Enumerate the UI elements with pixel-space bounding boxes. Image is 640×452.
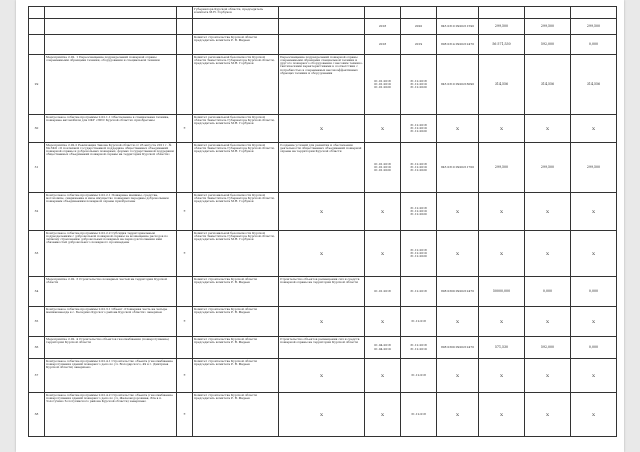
start-date: 2018 [365,35,401,55]
end-date: 2019 [401,35,437,55]
amount-2019: 592,000 [525,35,571,55]
row-number: 37 [29,359,45,393]
amount-2020: 0,000 [571,337,617,359]
budget-code: X [437,307,479,337]
measure-name: Мероприятие 2.02.2 Реализация Закона Курской области от 23 августа 2011 г. № 64-ЗКО «О поэтапной государственной поддержке общественных объединений пожарной охраны и добровольных пожарных, формах государственной поддержки общественных объединений пожарной охраны на территории Курской области» [45,143,177,193]
table-row [29,231,617,277]
row-number: 30 [29,115,45,143]
start-date: X [365,193,401,231]
table-row [29,193,617,231]
budget-code: X [437,231,479,277]
measure-name: Контрольное событие программы 2.02.2.1 Пожарные машины, средства, мотопомпы, снаряжение и иное имущество пожарных переданы добровольным пожарным объединениям пожарной охраны приобретены [45,193,177,231]
amount-2019: X [525,231,571,277]
amount-2020: 314,556 [571,55,617,115]
expected-result: Переоснащение подразделений пожарной охраны современными образцами специальной техники и другого пожарного оборудования с высоким технико-тактическими характеристиками в соответствии с потребностью в современных высокоэффективных образцах техники и оборудования [279,55,365,115]
amount-2019: 299,500 [525,19,571,35]
expected-result: X [279,231,365,277]
amount-2019: 314,556 [525,55,571,115]
end-date: 31.12.018 [401,359,437,393]
table-body [29,7,617,437]
amount-2019: 0,000 [525,277,571,307]
plan-table [28,6,617,437]
row-number: 29 [29,55,45,115]
expected-result: X [279,115,365,143]
measure-name: Мероприятие 2.02. 3 Строительство пожарных частей на территории Курской области [45,277,177,307]
amount-2018: 50000,000 [479,277,525,307]
table-row [29,277,617,307]
amount-2019: X [525,307,571,337]
amount-2020: 0,000 [571,35,617,55]
end-date: 31.12.2018 31.12.2019 31.12.2020 [401,143,437,193]
executor-mark [177,277,193,307]
measure-name: Контрольное событие программы 2.02.1.1 Обеспечение в специальная техника, пожарные автомобили для ОКУ «ППС Курской области» приобретены [45,115,177,143]
executor-mark: * [177,393,193,437]
measure-name: Мероприятие 2.02. 1 Переоснащение подразделений пожарной охраны современными образцами техники, оборудования и специальной техники [45,55,177,115]
row-number: 38 [29,393,45,437]
responsible-executor: Губернатора Курской области, председатель комитета М.Н. Горбунов [193,7,279,19]
budget-code [437,7,479,19]
amount-2018 [479,7,525,19]
table-row [29,35,617,55]
expected-result: Создание условий для развития и обеспечения деятельности общественных объединений пожарной охраны на территории Курской области [279,143,365,193]
executor-mark [177,143,193,193]
table-row [29,337,617,359]
budget-code: 845 0310 0920211590 [437,19,479,35]
end-date: 31.12.018 [401,307,437,337]
amount-2020: X [571,307,617,337]
amount-2018: X [479,307,525,337]
table-row [29,19,617,35]
measure-name [45,7,177,19]
row-number: 34 [29,277,45,307]
amount-2019 [525,7,571,19]
expected-result: X [279,307,365,337]
amount-2020: X [571,231,617,277]
end-date: 31.12.018 [401,393,437,437]
start-date: X [365,393,401,437]
responsible-executor: Комитет строительства Курской области председатель комитета Р. В. Фадеев [193,337,279,359]
expected-result [279,19,365,35]
responsible-executor: Комитет строительства Курской области председатель комитета Р. В. Фадеев [193,393,279,437]
amount-2020: X [571,193,617,231]
measure-name [45,19,177,35]
responsible-executor: Комитет строительства Курской области председатель комитета Р. В. Фадеев [193,35,279,55]
amount-2019: X [525,115,571,143]
row-number: 35 [29,307,45,337]
amount-2018: X [479,393,525,437]
row-number: 36 [29,337,45,359]
budget-code: X [437,393,479,437]
expected-result [279,35,365,55]
budget-code: 808 0309 0920212470 [437,337,479,359]
end-date: 31.12.2018 31.12.2019 31.12.2020 [401,231,437,277]
amount-2019: X [525,193,571,231]
expected-result: Строительство объектов размещения сил и средств пожарной охраны на территории Курской области [279,337,365,359]
measure-name: Контрольное событие программы 2.02.4.2 Строительство объекта (газоснабжение пожаротушения зданий пожарного депо по ул. Железнодорожная, 82а в п. Золотухино Золотухинского района Курской области) завершено [45,393,177,437]
responsible-executor: Комитет строительства Курской области председатель комитета Р. В. Фадеев [193,277,279,307]
amount-2020: X [571,359,617,393]
measure-name: Мероприятие 2.02. 4 Строительство объектов газоснабжения (пожаротушение) территории Курской области [45,337,177,359]
expected-result: X [279,193,365,231]
amount-2019: X [525,359,571,393]
amount-2018: 299,500 [479,19,525,35]
table-row [29,7,617,19]
amount-2020 [571,7,617,19]
amount-2020: X [571,393,617,437]
measure-name [45,35,177,55]
start-date: X [365,359,401,393]
responsible-executor: Комитет региональной безопасности Курской области Заместитель Губернатора Курской области, председатель комитета М.Н. Горбунов [193,55,279,115]
executor-mark: * [177,115,193,143]
amount-2018: 571,530 [479,337,525,359]
end-date: 2020 [401,19,437,35]
expected-result: X [279,393,365,437]
end-date: 31.12.2018 [401,277,437,307]
amount-2019: X [525,393,571,437]
executor-mark [177,337,193,359]
start-date: 01.01.2018 [365,277,401,307]
start-date: X [365,307,401,337]
table-row [29,55,617,115]
row-number [29,7,45,19]
budget-code: X [437,359,479,393]
expected-result: Строительство объектов размещения сил и средств пожарной охраны на территории Курской области [279,277,365,307]
amount-2018: 56 571,530 [479,35,525,55]
end-date: 31.12.2018 31.12.2019 31.12.2020 [401,193,437,231]
budget-code: 845 0310 0920216090 [437,55,479,115]
end-date: 31.12.2018 31.12.2019 31.12.2020 [401,55,437,115]
amount-2018: 299,500 [479,143,525,193]
document-page [16,0,624,452]
row-number: 32 [29,193,45,231]
budget-code: 808 0314 0920212470 [437,35,479,55]
table-row [29,393,617,437]
expected-result [279,7,365,19]
start-date: 01.01.2018 01.01.2019 01.01.2020 [365,55,401,115]
budget-code: 845 0310 0920211700 [437,143,479,193]
executor-mark [177,7,193,19]
amount-2018: X [479,193,525,231]
table-row [29,359,617,393]
executor-mark [177,55,193,115]
executor-mark: * [177,193,193,231]
end-date: 31.12.2018 31.12.2019 [401,337,437,359]
measure-name: Контрольное событие программы 2.02.4.1 Строительство объекта (газоснабжение пожаротушения зданий пожарного депо по ул. Володарского, 49 в г. Дмитриев Курской области) завершено [45,359,177,393]
amount-2018: X [479,359,525,393]
amount-2020: 299,500 [571,143,617,193]
amount-2020: 299,500 [571,19,617,35]
responsible-executor: Комитет строительства Курской области председатель комитета Р. В. Фадеев [193,359,279,393]
executor-mark [177,19,193,35]
responsible-executor [193,19,279,35]
executor-mark: * [177,231,193,277]
amount-2018: 314,556 [479,55,525,115]
responsible-executor: Комитет региональной безопасности Курской области Заместитель Губернатора Курской области, председатель комитета М.Н. Горбунов [193,231,279,277]
end-date: 31.12.2018 31.12.2019 31.12.2020 [401,115,437,143]
budget-code: X [437,193,479,231]
amount-2018: X [479,115,525,143]
end-date [401,7,437,19]
start-date: X [365,115,401,143]
budget-code: X [437,115,479,143]
start-date: 01.01.2018 01.01.2019 01.01.2020 [365,143,401,193]
row-number [29,19,45,35]
start-date: X [365,231,401,277]
responsible-executor: Комитет строительства Курской области председатель комитета Р. В. Фадеев [193,307,279,337]
executor-mark: * [177,307,193,337]
start-date [365,7,401,19]
expected-result: X [279,359,365,393]
executor-mark [177,35,193,55]
amount-2020: 0,000 [571,277,617,307]
amount-2018: X [479,231,525,277]
start-date: 2018 [365,19,401,35]
measure-name: Контрольное событие программы 2.02.2.2 Субсидия территориальным подразделениям с добровольной пожарной охраны за возмещение расходов по личному страхованию добровольных пожарных на период исполнения ими обязанностей добровольного пожарного произведены [45,231,177,277]
measure-name: Контрольное событие программы 2.02.3.1 Объект «Пожарная часть на четыре машиновыезда в с. Беседино Курского района Курской области» завершен [45,307,177,337]
amount-2020: X [571,115,617,143]
row-number: 31 [29,143,45,193]
table-row [29,143,617,193]
responsible-executor: Комитет региональной безопасности Курской области Заместитель Губернатора Курской области, председатель комитета М.Н. Горбунов [193,193,279,231]
table-row [29,307,617,337]
start-date: 01.04.2018 01.04.2019 [365,337,401,359]
amount-2019: 299,500 [525,143,571,193]
responsible-executor: Комитет региональной безопасности Курской области Заместитель Губернатора Курской области, председатель комитета М.Н. Горбунов [193,143,279,193]
row-number [29,35,45,55]
amount-2019: 592,000 [525,337,571,359]
executor-mark: * [177,359,193,393]
responsible-executor: Комитет региональной безопасности Курской области Заместитель Губернатора Курской области, председатель комитета М.Н. Горбунов [193,115,279,143]
budget-code: 808 0309 0920212470 [437,277,479,307]
table-row [29,115,617,143]
row-number: 33 [29,231,45,277]
